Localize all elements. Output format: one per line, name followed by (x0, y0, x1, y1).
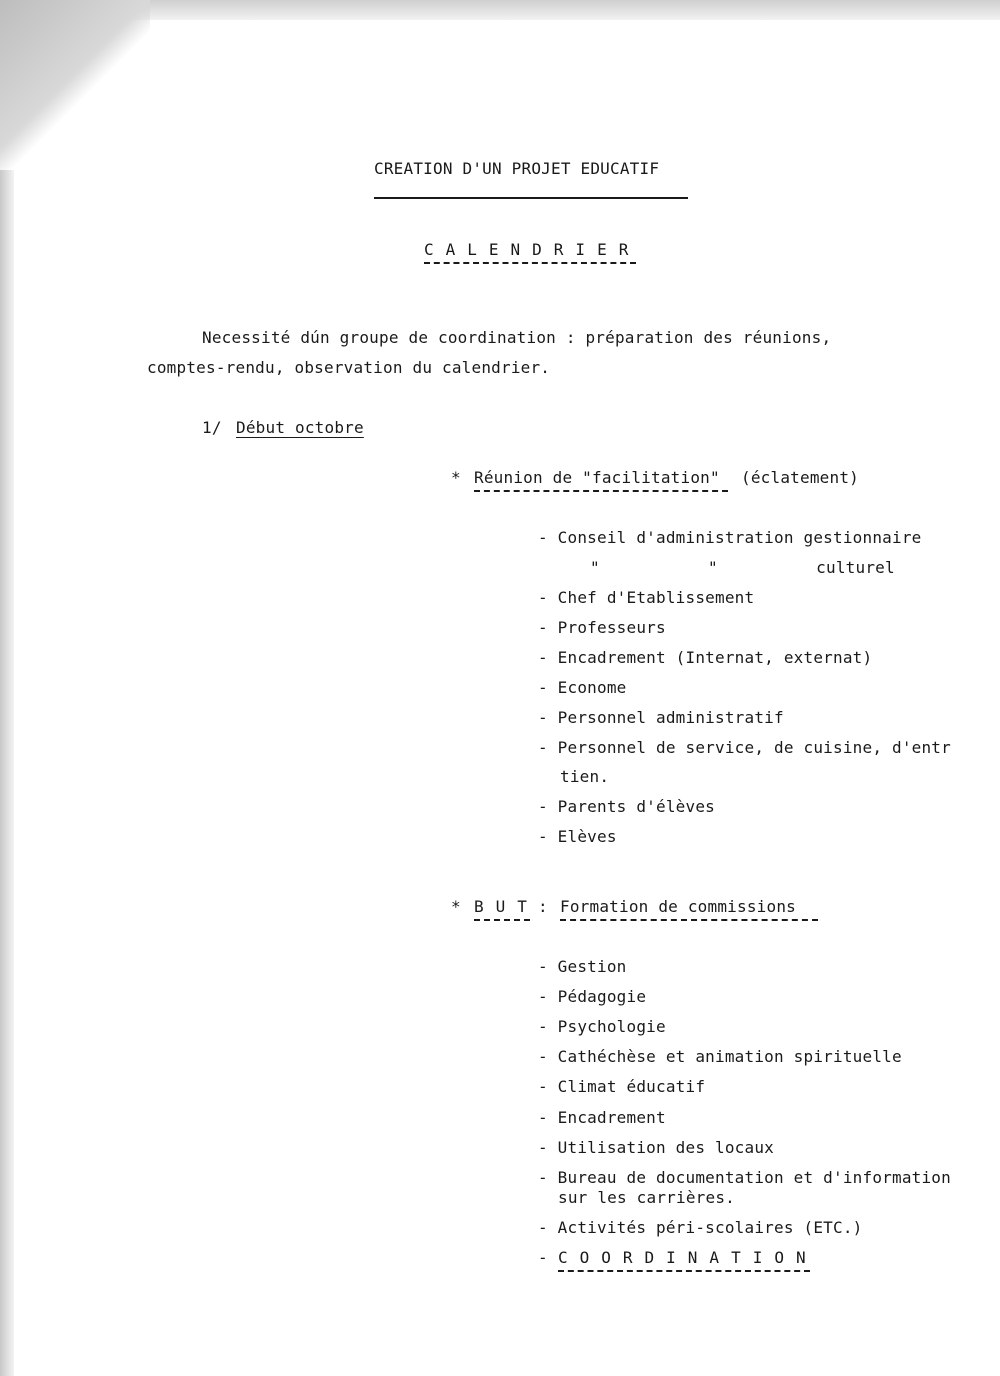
commission-item: - Pédagogie (538, 987, 647, 1006)
goal-word-dashed-underline (474, 919, 530, 921)
participant-item: - Econome (538, 678, 627, 697)
final-dash: - (538, 1248, 548, 1267)
participant-item: - Personnel administratif (538, 708, 784, 727)
participant-item: - Chef d'Etablissement (538, 588, 755, 607)
commission-item: - Cathéchèse et animation spirituelle (538, 1047, 902, 1066)
commission-item: - Utilisation des locaux (538, 1138, 774, 1157)
section-date-label: Début octobre (236, 418, 364, 437)
meeting-label: Réunion de "facilitation" (474, 468, 720, 487)
goal-label: Formation de commissions (560, 897, 796, 916)
coordination-dashed-underline (558, 1270, 810, 1272)
intro-line-2: comptes-rendu, observation du calendrier. (147, 358, 551, 377)
scan-corner-fold (0, 0, 150, 180)
document-title: CREATION D'UN PROJET EDUCATIF (374, 159, 660, 178)
participant-item: - Conseil d'administration gestionnaire (538, 528, 922, 547)
meeting-dashed-underline (474, 490, 728, 492)
meeting-bullet: * (451, 468, 461, 487)
section-number: 1/ (202, 418, 222, 437)
participant-item: - Elèves (538, 827, 617, 846)
scan-edge-top (0, 0, 1000, 20)
participant-item: - Parents d'élèves (538, 797, 715, 816)
meeting-note: (éclatement) (741, 468, 859, 487)
participant-item: tien. (560, 767, 610, 786)
goal-colon: : (538, 897, 548, 916)
heading-dashed-underline (424, 262, 636, 264)
participant-item: " " culturel (590, 558, 895, 577)
participant-item: - Personnel de service, de cuisine, d'entr (538, 738, 951, 757)
commission-item: - Bureau de documentation et d'information (538, 1168, 951, 1187)
goal-bullet: * (451, 897, 461, 916)
coordination-item: COORDINATION (558, 1248, 818, 1267)
commission-item: - Gestion (538, 957, 627, 976)
intro-line-1: Necessité dún groupe de coordination : préparation des réunions, (202, 328, 832, 347)
participant-item: - Professeurs (538, 618, 666, 637)
goal-label-dashed-underline (560, 919, 818, 921)
commission-item: - Encadrement (538, 1108, 666, 1127)
goal-word: BUT (474, 897, 539, 916)
participant-item: - Encadrement (Internat, externat) (538, 648, 873, 667)
calendar-heading: CALENDRIER (424, 240, 641, 259)
commission-item: - Activités péri-scolaires (ETC.) (538, 1218, 863, 1237)
commission-item: sur les carrières. (558, 1188, 735, 1207)
title-underline (374, 197, 688, 199)
scan-edge-left (0, 170, 14, 1376)
commission-item: - Climat éducatif (538, 1077, 706, 1096)
commission-item: - Psychologie (538, 1017, 666, 1036)
